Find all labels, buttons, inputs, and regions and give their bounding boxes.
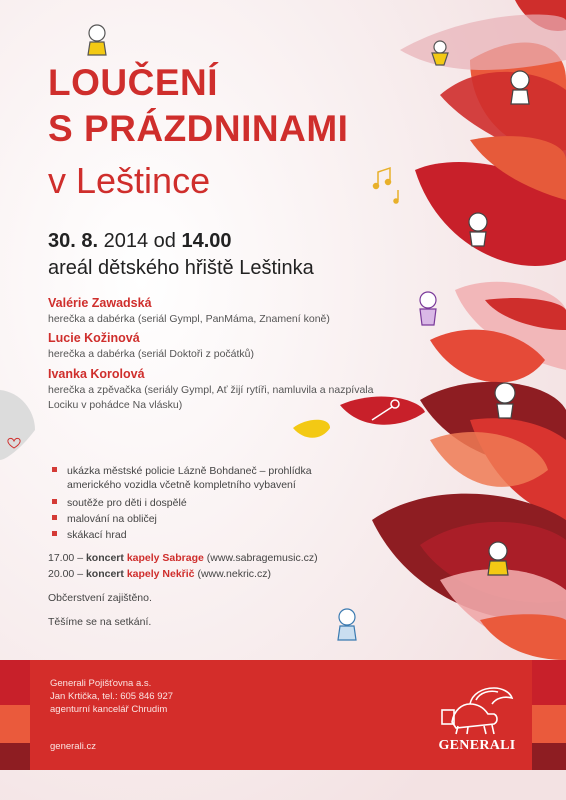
child-doodle-icon — [88, 25, 106, 55]
child-doodle-icon — [338, 609, 356, 640]
concert-time: 20.00 – — [48, 568, 86, 580]
date-day: 30. 8. — [48, 230, 99, 252]
generali-logo — [432, 682, 522, 762]
event-venue: areál dětského hřiště Leštinka — [48, 257, 314, 279]
concert-word: koncert — [85, 568, 124, 580]
microphone-icon — [372, 400, 399, 420]
child-doodle-icon — [488, 542, 508, 575]
bullet-icon — [52, 515, 57, 520]
performer-desc: herečka a zpěvačka (seriály Gympl, Ať žijí rytíři, namluvila a nazpívala — [48, 384, 374, 396]
footer-band — [30, 660, 532, 770]
generali-logo-text: GENERALI — [438, 738, 516, 753]
title-line-1: LOUČENÍ — [48, 62, 218, 103]
bullet-icon — [52, 531, 57, 536]
footer-office: agenturní kancelář Chrudim — [50, 704, 168, 715]
concert-time: 17.00 – — [48, 552, 86, 564]
footer-contact: Jan Krtička, tel.: 605 846 927 — [50, 691, 174, 702]
child-doodle-icon — [420, 292, 436, 325]
bullet-icon — [52, 499, 57, 504]
footer-company: Generali Pojišťovna a.s. — [50, 678, 152, 689]
program-item-text: malování na obličej — [67, 513, 157, 525]
program-item — [52, 512, 367, 526]
concert-band: kapely Sabrage — [126, 552, 204, 564]
heart-icon — [8, 438, 20, 448]
concert-line — [48, 552, 318, 564]
footer-web: generali.cz — [50, 741, 96, 752]
program-item-text: soutěže pro děti i dospělé — [67, 497, 187, 509]
concert-band: kapely Nekřič — [126, 568, 195, 580]
performer-desc-cont: Lociku v pohádce Na vlásku) — [48, 399, 183, 411]
performer-desc: herečka a dabérka (seriál Doktoři z počátků) — [48, 348, 255, 360]
concert-url: (www.nekric.cz) — [194, 568, 271, 580]
event-date — [48, 230, 232, 253]
performer-name: Lucie Kožinová — [48, 331, 140, 345]
event-time: 14.00 — [181, 230, 232, 252]
concert-line — [48, 568, 271, 580]
performer-name: Ivanka Korolová — [48, 367, 145, 381]
performer-name: Valérie Zawadská — [48, 296, 152, 310]
title-line-2: S PRÁZDNINAMI — [48, 108, 349, 149]
child-doodle-icon — [432, 41, 448, 65]
program-item — [52, 528, 367, 542]
closing-note: Těšíme se na setkání. — [48, 616, 152, 628]
child-doodle-icon — [511, 71, 529, 104]
child-doodle-icon — [469, 213, 487, 246]
music-note-icon — [374, 168, 399, 203]
concert-url: (www.sabragemusic.cz) — [203, 552, 318, 564]
bullet-icon — [52, 467, 57, 472]
program-item — [52, 496, 367, 510]
child-doodle-icon — [495, 383, 515, 418]
performer-desc: herečka a dabérka (seriál Gympl, PanMáma, Znamení koně) — [48, 313, 330, 325]
concert-word: koncert — [85, 552, 124, 564]
program-item-text: ukázka městské policie Lázně Bohdaneč – prohlídka amerického vozidla včetně kompletního vybavení — [67, 465, 312, 491]
generali-lion-icon — [432, 682, 522, 738]
date-year: 2014 od — [98, 230, 182, 252]
title-line-3: v Leštince — [48, 160, 211, 201]
refreshments-note: Občerstvení zajištěno. — [48, 592, 152, 604]
program-item — [52, 464, 357, 492]
program-item-text: skákací hrad — [67, 529, 127, 541]
